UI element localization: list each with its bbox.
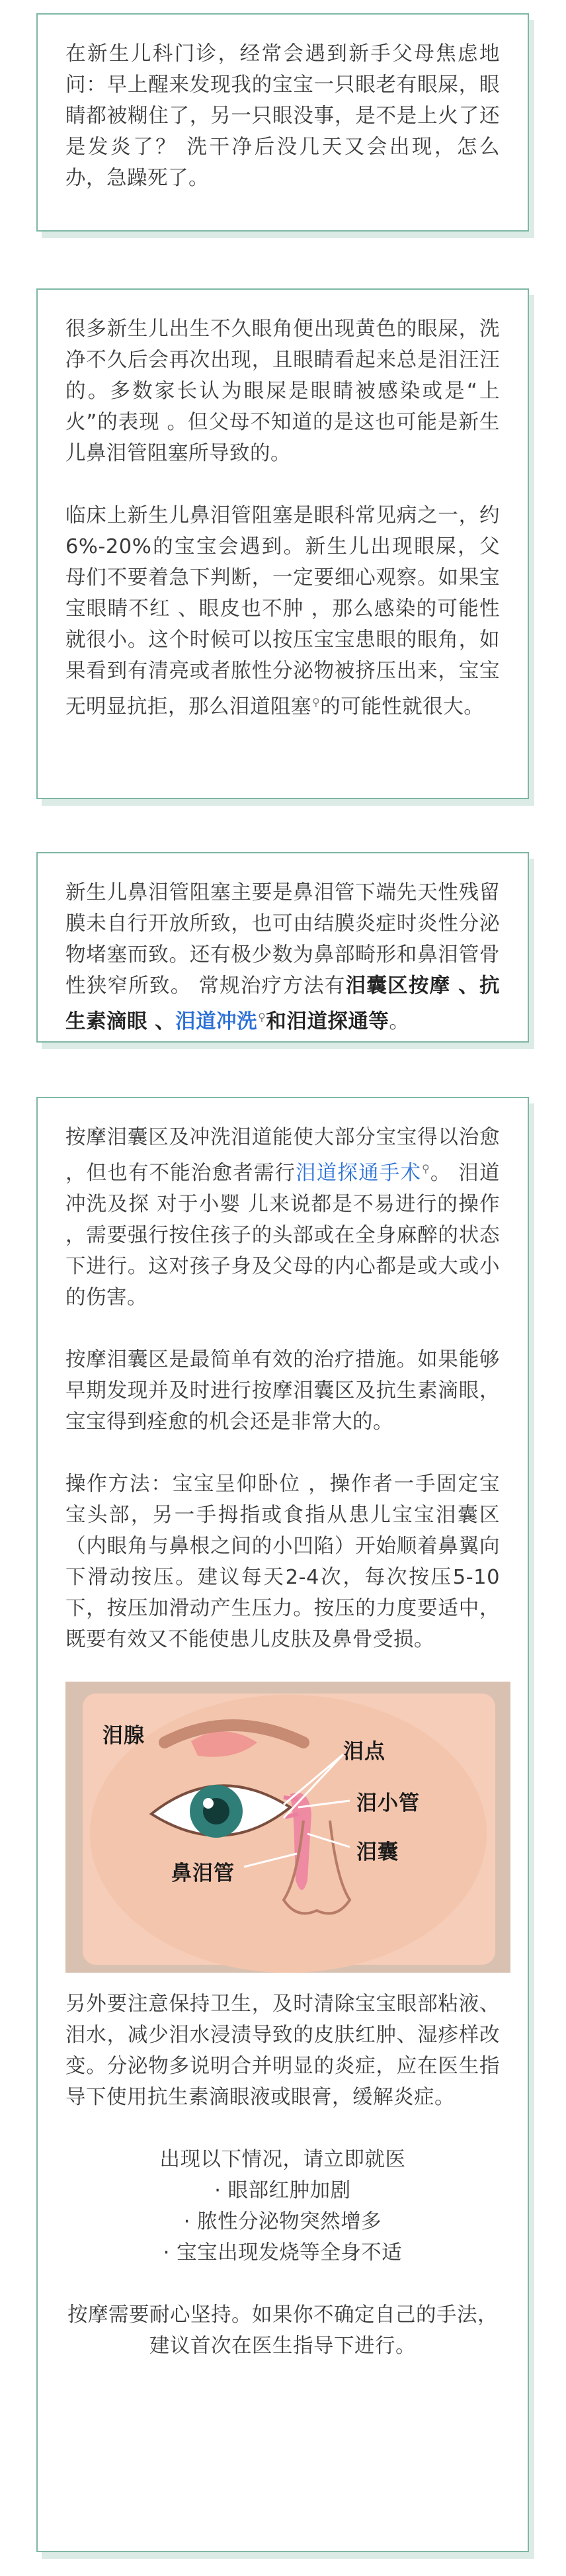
label-punctum: 泪点 <box>343 1740 385 1764</box>
treatment-paragraph-1: 按摩泪囊区及冲洗泪道能使大部分宝宝得以治愈 ，但也有不能治愈者需行泪道探通手术⚲。 泪道冲洗及探 对于小婴 儿来说都是不易进行的操作 ，需要强行按住孩子的头部或在全身麻醉的状态下进行。这对孩子身及父母的内心都是或大或小的伤害。 <box>65 1126 501 1310</box>
label-nasolacrimal-duct: 鼻泪管 <box>171 1862 235 1886</box>
label-lacrimal-sac: 泪囊 <box>356 1840 399 1865</box>
intro-text: 在新生儿科门诊，经常会遇到新手父母焦虑地问：早上醒来发现我的宝宝一只眼老有眼屎，眼睛都被糊住了，另一只眼没事，是不是上火了还是发炎了？ 洗干净后没几天又会出现，怎么办，急躁死了。 <box>65 42 500 190</box>
warning-item: · 宝宝出现发烧等全身不适 <box>163 2241 403 2265</box>
search-icon[interactable]: ⚲ <box>258 1011 266 1023</box>
label-canaliculus: 泪小管 <box>356 1791 420 1816</box>
treatment-paragraph-3: 操作方法：宝宝呈仰卧位 ，操作者一手固定宝宝头部，另一手拇指或食指从患儿宝宝泪囊区（内眼角与鼻根之间的小凹陷）开始顺着鼻翼向下滑动按压。建议每天2-4次，每次按压5-10下，按压加滑动产生压力。按压的力度要适中，既要有效又不能使患儿皮肤及鼻骨受损。 <box>65 1473 500 1652</box>
warning-item: · 脓性分泌物突然增多 <box>183 2210 382 2234</box>
closing-note: 按摩需要耐心坚持。如果你不确定自己的手法，建议首次在医生指导下进行。 <box>67 2303 498 2358</box>
warning-list <box>65 2144 500 2268</box>
treatment-paragraph-4: 另外要注意保持卫生，及时清除宝宝眼部粘液、泪水，减少泪水浸渍导致的皮肤红肿、湿疹样改变。分泌物多说明合并明显的炎症，应在医生指导下使用抗生素滴眼液或眼膏，缓解炎症。 <box>65 1993 500 2110</box>
cause-card <box>36 852 529 1043</box>
label-lacrimal-gland: 泪腺 <box>102 1724 145 1748</box>
treatment-card <box>36 1097 529 2552</box>
lacrimal-system-diagram <box>65 1682 510 1973</box>
symptom-paragraph-1: 很多新生儿出生不久眼角便出现黄色的眼屎，洗净不久后会再次出现，且眼睛看起来总是泪汪汪的。多数家长认为眼屎是眼睛被感染或是“上火”的表现 。但父母不知道的是这也可能是新生儿鼻泪管阻塞所导致的。 <box>65 318 500 465</box>
symptom-card <box>36 288 529 799</box>
search-icon[interactable]: ⚲ <box>422 1162 430 1175</box>
intro-card <box>36 13 529 232</box>
treatment-paragraph-2: 按摩泪囊区是最简单有效的治疗措施。如果能够早期发现并及时进行按摩泪囊区及抗生素滴眼，宝宝得到痊愈的机会还是非常大的。 <box>65 1348 500 1434</box>
lacrimal-flushing-link[interactable]: 泪道冲洗 <box>175 1010 258 1034</box>
search-icon[interactable]: ⚲ <box>312 696 321 708</box>
cause-paragraph: 新生儿鼻泪管阻塞主要是鼻泪管下端先天性残留膜未自行开放所致，也可由结膜炎症时炎性分泌物堵塞而致。还有极少数为鼻部畸形和鼻泪管骨性狭窄所致。 常规治疗方法有泪囊区按摩 、抗生素滴眼 、泪道冲洗⚲和泪道探通等。 <box>65 881 500 1034</box>
symptom-paragraph-2: 临床上新生儿鼻泪管阻塞是眼科常见病之一，约6%-20%的宝宝会遇到。新生儿出现眼屎，父母们不要着急下判断，一定要细心观察。如果宝宝眼睛不红 、眼皮也不肿 ，那么感染的可能性就很小。这个时候可以按压宝宝患眼的眼角，如果看到有清亮或者脓性分泌物被挤压出来，宝宝无明显抗拒，那么泪道阻塞⚲的可能性就很大。 <box>65 504 500 719</box>
warning-item: · 眼部红肿加剧 <box>214 2179 351 2203</box>
warning-list-title: 出现以下情况，请立即就医 <box>159 2148 406 2172</box>
probing-surgery-link[interactable]: 泪道探通手术 <box>296 1162 422 1185</box>
